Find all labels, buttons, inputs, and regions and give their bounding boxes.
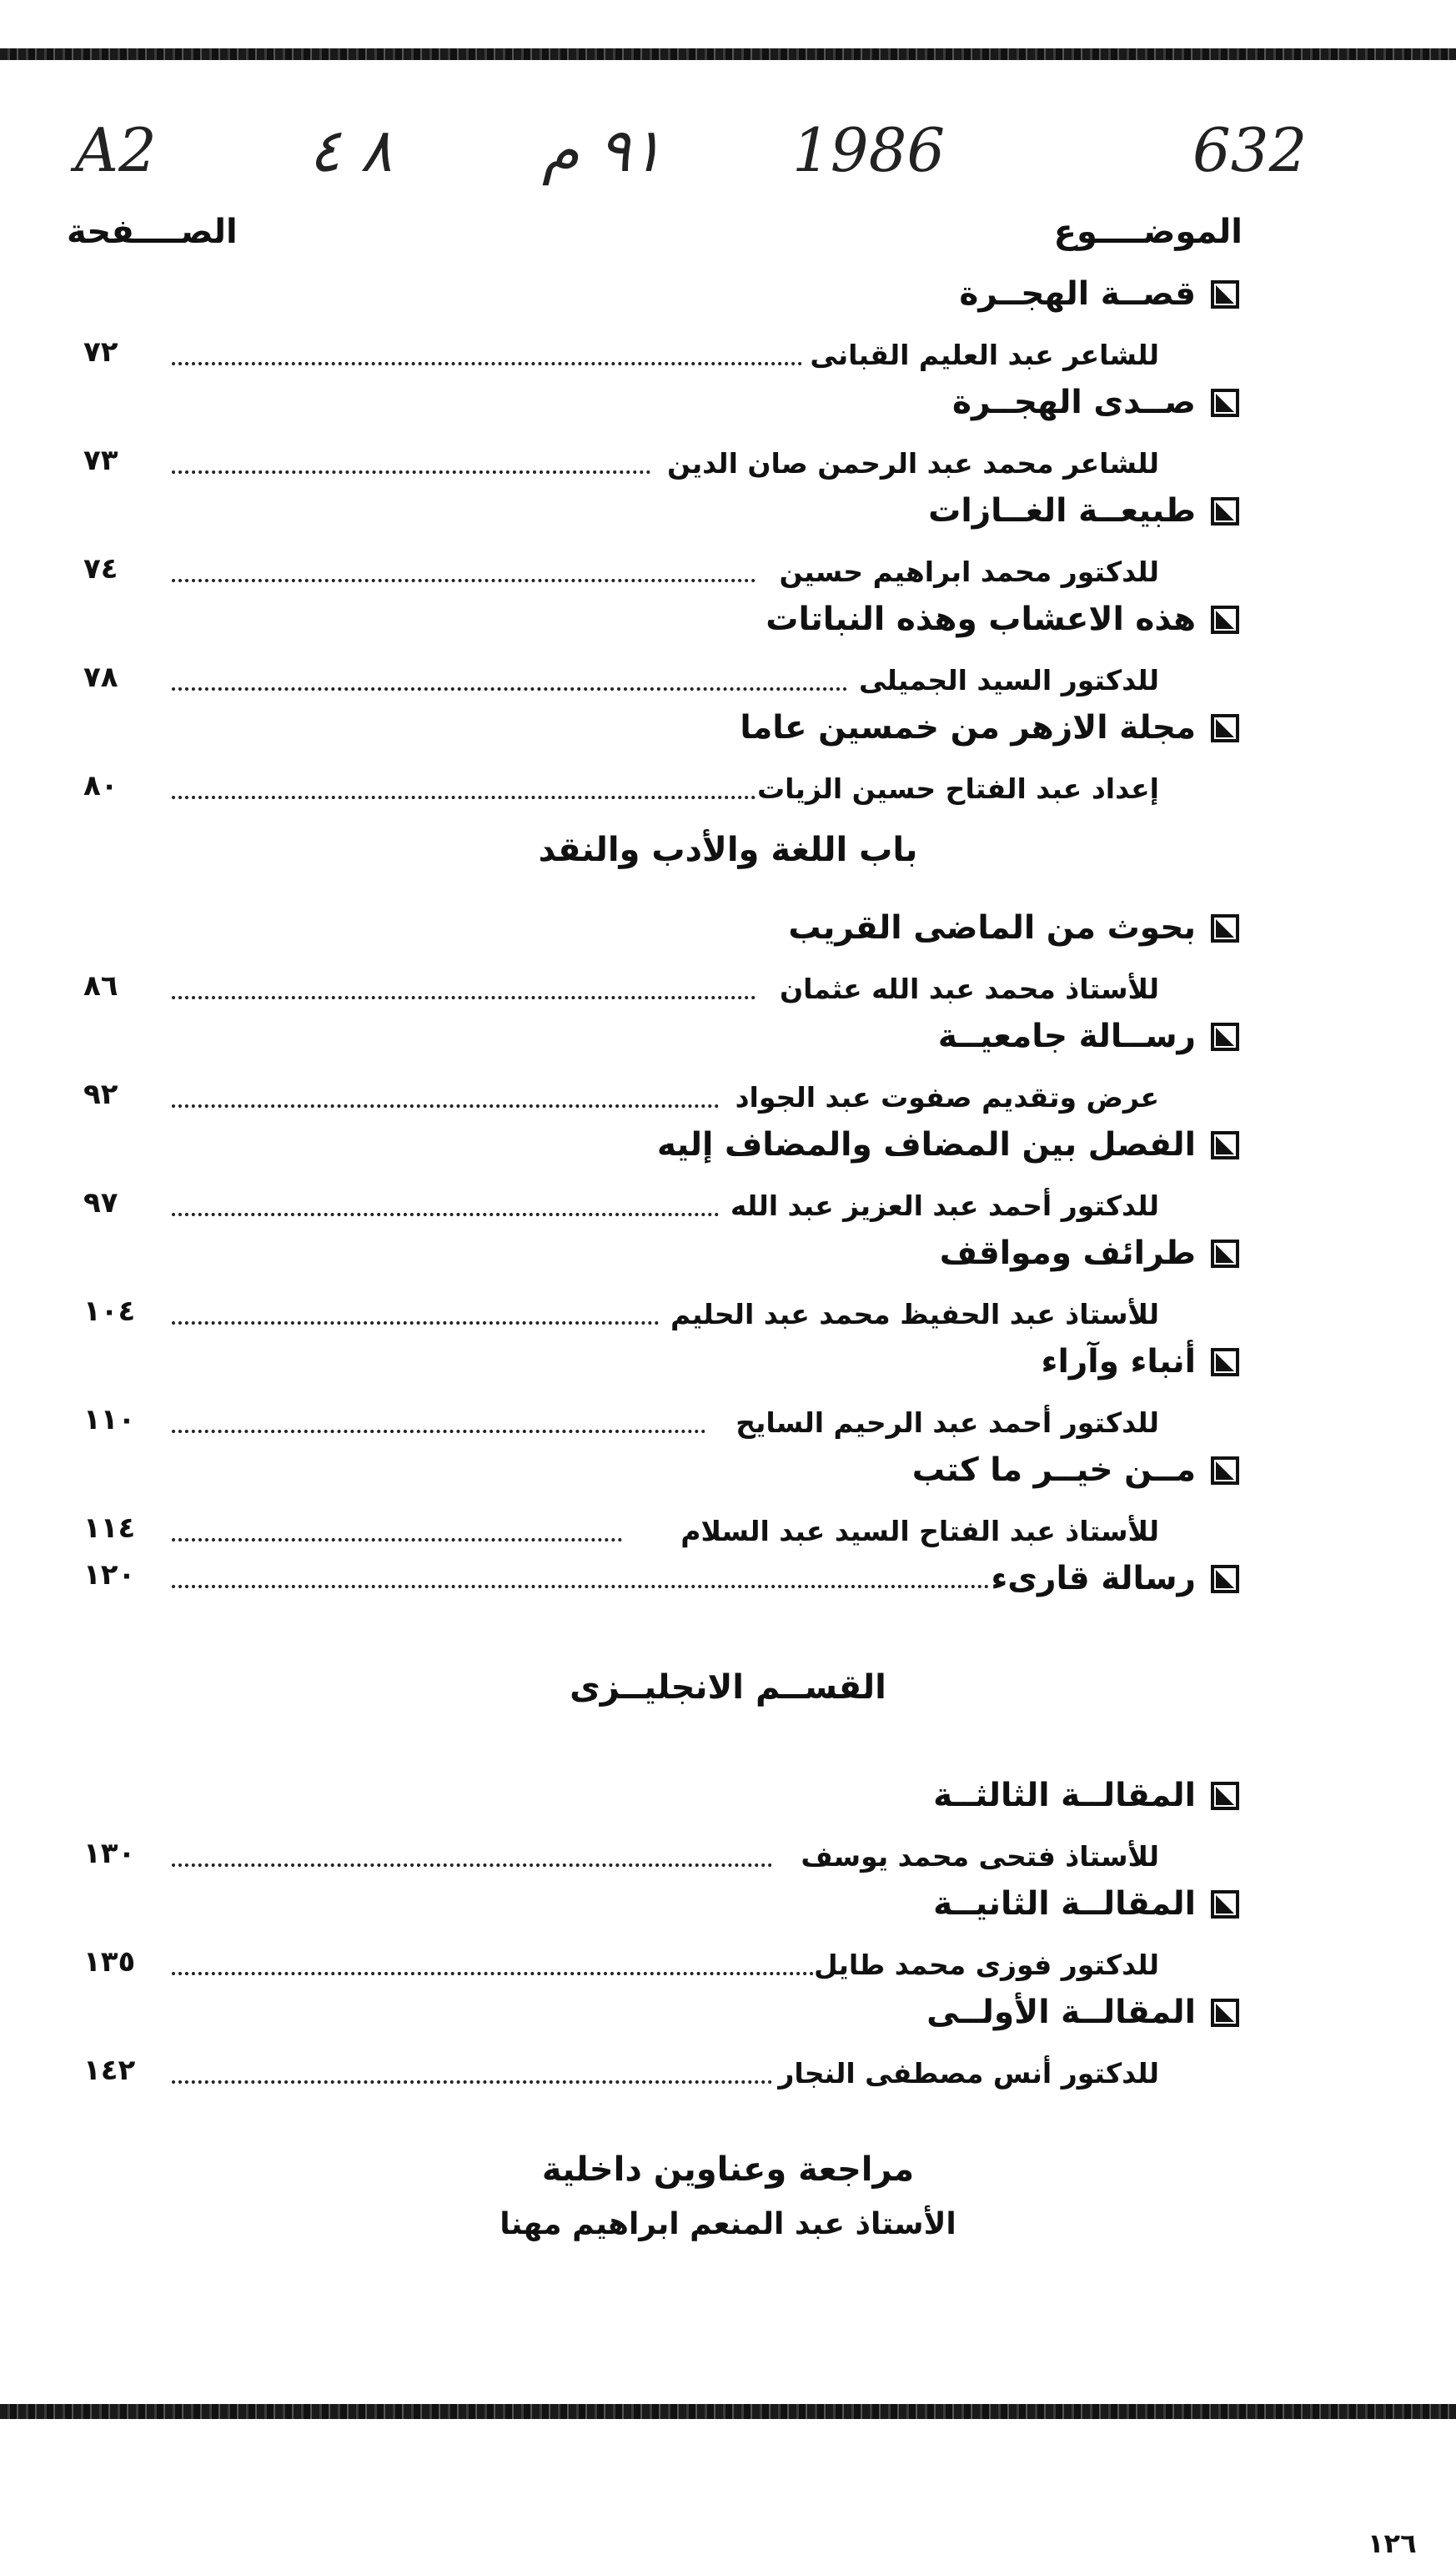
- checkbox-icon: [1211, 1565, 1239, 1593]
- entry-page-number: ١٤٢: [83, 2054, 136, 2087]
- dot-leader: [172, 996, 756, 999]
- entry-author: للدكتور السيد الجميلى: [858, 664, 1159, 697]
- dot-leader: [172, 1585, 989, 1588]
- checkbox-icon: [1211, 606, 1239, 634]
- entry-page-number: ١١٤: [83, 1511, 136, 1545]
- entry-title: قصــة الهجــرة: [959, 275, 1196, 313]
- checkbox-icon: [1211, 389, 1239, 417]
- entry-page-number: ٧٣: [83, 444, 118, 477]
- entry-title: مجلة الازهر من خمسين عاما: [740, 709, 1196, 747]
- checkbox-icon: [1211, 1890, 1239, 1919]
- dot-leader: [172, 1321, 659, 1325]
- entry-page-number: ١٣٥: [83, 1945, 136, 1979]
- page-folio: ١٢٦: [1368, 2527, 1417, 2559]
- dot-leader: [172, 1863, 772, 1867]
- entry-author: للدكتور أنس مصطفى النجار: [778, 2057, 1159, 2090]
- entry-author: عرض وتقديم صفوت عبد الجواد: [735, 1081, 1159, 1114]
- entry-author: للدكتور أحمد عبد العزيز عبد الله: [730, 1189, 1159, 1222]
- checkbox-icon: [1211, 280, 1239, 309]
- entry-author: إعداد عبد الفتاح حسين الزيات: [757, 772, 1159, 805]
- dot-leader: [172, 1430, 705, 1433]
- entry-title: بحوث من الماضى القريب: [788, 909, 1196, 947]
- entry-author: للأستاذ محمد عبد الله عثمان: [779, 973, 1159, 1005]
- entry-page-number: ١٠٤: [83, 1295, 136, 1328]
- checkbox-icon: [1211, 1240, 1239, 1268]
- scan-border-top: [0, 48, 1456, 60]
- checkbox-icon: [1211, 1456, 1239, 1485]
- checkbox-icon: [1211, 497, 1239, 526]
- checkbox-icon: [1211, 1999, 1239, 2027]
- entry-title: مــن خيــر ما كتب: [911, 1451, 1196, 1489]
- handwritten-note-4: 1986: [792, 115, 946, 185]
- dot-leader: [172, 1104, 719, 1108]
- entry-author: للأستاذ عبد الحفيظ محمد عبد الحليم: [670, 1298, 1159, 1330]
- entry-author: للشاعر عبد العليم القبانى: [810, 339, 1159, 371]
- entry-title: هذه الاعشاب وهذه النباتات: [766, 601, 1196, 638]
- section-heading: باب اللغة والأدب والنقد: [538, 831, 918, 869]
- entry-author: للدكتور فوزى محمد طايل: [814, 1949, 1159, 1981]
- dot-leader: [172, 1538, 622, 1541]
- checkbox-icon: [1211, 914, 1239, 943]
- entry-author: للأستاذ عبد الفتاح السيد عبد السلام: [680, 1515, 1159, 1547]
- entry-author: للدكتور محمد ابراهيم حسين: [779, 556, 1159, 588]
- dot-leader: [172, 1213, 719, 1216]
- entry-title: رســالة جامعيــة: [937, 1018, 1196, 1055]
- toc-headers: [67, 213, 1243, 263]
- checkbox-icon: [1211, 1348, 1239, 1376]
- checkbox-icon: [1211, 1782, 1239, 1810]
- handwritten-note: [58, 115, 1359, 207]
- page-column-header: الصــــفحة: [67, 213, 238, 251]
- dot-leader: [172, 470, 650, 474]
- checkbox-icon: [1211, 1023, 1239, 1051]
- footer-title: مراجعة وعناوين داخلية: [541, 2150, 915, 2189]
- handwritten-note-5: 632: [1192, 115, 1308, 185]
- dot-leader: [172, 1972, 814, 1975]
- entry-page-number: ٧٢: [83, 335, 118, 369]
- entry-title: المقالــة الأولــى: [926, 1994, 1196, 2031]
- entry-title: صــدى الهجــرة: [951, 384, 1196, 421]
- topic-column-header: الموضــــوع: [1053, 213, 1243, 251]
- handwritten-note-1: A2: [75, 115, 157, 185]
- entry-page-number: ٨٦: [83, 969, 118, 1003]
- scan-border-bottom: [0, 2404, 1456, 2419]
- entry-page-number: ١٣٠: [83, 1837, 136, 1870]
- checkbox-icon: [1211, 1131, 1239, 1159]
- section-heading: القســم الانجليــزى: [570, 1668, 886, 1707]
- entry-title: أنباء وآراء: [1041, 1343, 1196, 1381]
- entry-page-number: ٧٤: [83, 552, 118, 586]
- entry-author: للدكتور أحمد عبد الرحيم السايح: [736, 1406, 1159, 1439]
- dot-leader: [172, 2080, 772, 2084]
- entry-page-number: ٧٨: [83, 661, 118, 694]
- handwritten-note-3: ٩١ م: [542, 115, 663, 185]
- entry-title: المقالــة الثانيــة: [933, 1885, 1196, 1923]
- dot-leader: [172, 579, 756, 582]
- entry-page-number: ١٢٠: [83, 1558, 136, 1592]
- entry-author: للأستاذ فتحى محمد يوسف: [801, 1840, 1159, 1873]
- entry-title: رسالة قارىء: [991, 1560, 1196, 1597]
- entry-title: طبيعــة الغــازات: [928, 492, 1196, 530]
- entry-page-number: ٩٢: [83, 1078, 118, 1111]
- entry-page-number: ٩٧: [83, 1186, 118, 1220]
- entry-title: طرائف ومواقف: [939, 1235, 1196, 1272]
- entry-title: المقالــة الثالثــة: [933, 1777, 1196, 1814]
- handwritten-note-2: ٨ ٤: [309, 115, 393, 185]
- dot-leader: [172, 362, 802, 365]
- entry-title: الفصل بين المضاف والمضاف إليه: [656, 1126, 1196, 1164]
- dot-leader: [172, 796, 756, 799]
- entry-author: للشاعر محمد عبد الرحمن صان الدين: [667, 447, 1159, 480]
- footer-author: الأستاذ عبد المنعم ابراهيم مهنا: [500, 2207, 956, 2241]
- dot-leader: [172, 687, 847, 691]
- checkbox-icon: [1211, 714, 1239, 742]
- entry-page-number: ١١٠: [83, 1403, 136, 1436]
- entry-page-number: ٨٠: [83, 769, 118, 802]
